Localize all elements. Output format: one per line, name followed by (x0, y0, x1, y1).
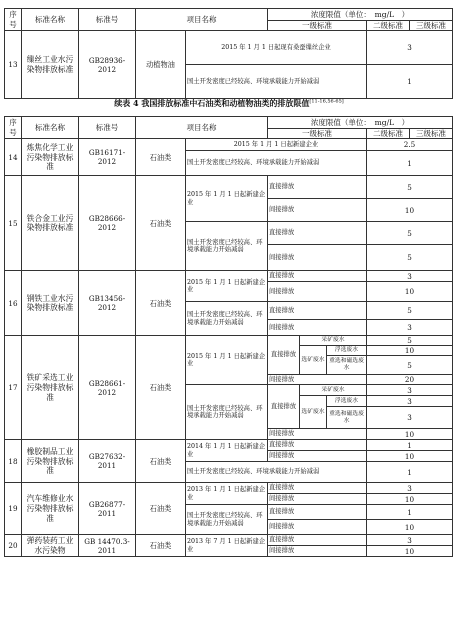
value-cell: 1 (367, 462, 453, 483)
wastewater-subtype-cell: 重选和磁选废水 (327, 356, 367, 375)
condition-cell: 国土开发密度已经较高、环境承载能力开始减弱 (186, 222, 268, 271)
std-no-cell: GB28936-2012 (79, 31, 136, 99)
std-no-cell: GB28666-2012 (79, 176, 136, 271)
std-name-cell: 铁合金工业污染物排放标准 (22, 176, 79, 271)
item-cell: 石油类 (136, 139, 186, 176)
discharge-type-cell: 间接排放 (268, 282, 367, 302)
value-cell: 3 (367, 535, 453, 546)
discharge-type-cell: 直接排放 (268, 271, 367, 282)
discharge-type-cell: 直接排放 (268, 440, 367, 451)
header-grade3: 三级标准 (410, 129, 453, 139)
value-cell: 10 (367, 346, 453, 356)
std-name-cell: 弹药装药工业水污染物 (22, 535, 79, 557)
header-seq: 序号 (5, 9, 22, 31)
value-cell: 3 (367, 385, 453, 396)
discharge-type-cell: 间接排放 (268, 320, 367, 336)
discharge-type-cell: 直接排放 (268, 302, 367, 320)
seq-cell: 17 (5, 336, 22, 440)
discharge-type-cell: 直接排放 (268, 535, 367, 546)
value-cell: 3 (367, 396, 453, 407)
condition-cell: 2013 年 1 月 1 日起新建企业 (186, 483, 268, 505)
seq-cell: 16 (5, 271, 22, 336)
header-std-name: 标准名称 (22, 9, 79, 31)
header-grade2: 二级标准 (367, 129, 410, 139)
condition-cell: 国土开发密度已经较高、环境承载能力开始减弱 (186, 385, 268, 440)
item-cell: 石油类 (136, 336, 186, 440)
table-caption: 续表 4 我国排放标准中石油类和动植物油类的排放限值[11-16,56-65] (114, 98, 344, 108)
seq-cell: 18 (5, 440, 22, 483)
std-no-cell: GB28661-2012 (79, 336, 136, 440)
discharge-type-cell: 间接排放 (268, 199, 367, 222)
value-cell: 3 (367, 407, 453, 429)
seq-cell: 14 (5, 139, 22, 176)
value-cell: 2.5 (367, 139, 453, 151)
value-cell: 1 (367, 151, 453, 176)
item-cell: 石油类 (136, 440, 186, 483)
value-cell: 5 (367, 245, 453, 271)
wastewater-type-cell: 采矿废水 (300, 385, 367, 396)
condition-cell: 2015 年 1 月 1 日起新建企业 (186, 271, 268, 302)
value-cell: 3 (367, 483, 453, 494)
condition-cell: 国土开发密度已经较高、环境承载能力开始减弱 (186, 151, 367, 176)
header-grade1: 一级标准 (268, 129, 367, 139)
wastewater-subtype-cell: 浮选废水 (327, 396, 367, 407)
value-cell: 3 (367, 31, 453, 65)
std-no-cell: GB27632-2011 (79, 440, 136, 483)
condition-cell: 2013 年 7 月 1 日起新建企业 (186, 535, 268, 557)
discharge-type-cell: 间接排放 (268, 546, 367, 557)
caption-reference: [11-16,56-65] (309, 98, 344, 105)
discharge-type-cell: 间接排放 (268, 245, 367, 271)
header-std-no: 标准号 (79, 9, 136, 31)
value-cell: 10 (367, 199, 453, 222)
discharge-type-cell: 直接排放 (268, 222, 367, 245)
discharge-type-cell: 直接排放 (268, 336, 300, 375)
value-cell: 10 (367, 282, 453, 302)
value-cell: 1 (367, 440, 453, 451)
value-cell: 10 (367, 494, 453, 505)
wastewater-type-cell: 选矿废水 (300, 346, 327, 375)
std-name-cell: 汽车维修业水污染物排放标准 (22, 483, 79, 535)
discharge-type-cell: 直接排放 (268, 505, 367, 520)
std-no-cell: GB26877-2011 (79, 483, 136, 535)
condition-cell: 2015 年 1 月 1 日起新建企业 (186, 336, 268, 385)
condition-cell: 国土开发密度已经较高、环境承载能力开始减弱 (186, 302, 268, 336)
std-name-cell: 炼焦化学工业污染物排放标准 (22, 139, 79, 176)
condition-cell: 2015 年 1 月 1 日起新建企业 (186, 139, 367, 151)
wastewater-type-cell: 采矿废水 (300, 336, 367, 346)
condition-cell: 国土开发密度已经较高、环境承载能力开始减弱 (186, 65, 367, 99)
item-cell: 石油类 (136, 271, 186, 336)
value-cell: 10 (367, 520, 453, 535)
value-cell: 10 (367, 451, 453, 462)
value-cell: 3 (367, 271, 453, 282)
discharge-type-cell: 间接排放 (268, 494, 367, 505)
table-oil-limits (4, 116, 453, 557)
value-cell: 1 (367, 505, 453, 520)
seq-cell: 13 (5, 31, 22, 99)
header-grade1: 一级标准 (268, 21, 367, 31)
discharge-type-cell: 间接排放 (268, 429, 367, 440)
wastewater-subtype-cell: 重选和磁选废水 (327, 407, 367, 429)
header-std-no: 标准号 (79, 117, 136, 139)
std-name-cell: 钢铁工业水污染物排放标准 (22, 271, 79, 336)
value-cell: 10 (367, 546, 453, 557)
std-name-cell: 橡胶制品工业污染物排放标准 (22, 440, 79, 483)
condition-cell: 2014 年 1 月 1 日起新建企业 (186, 440, 268, 462)
value-cell: 5 (367, 176, 453, 199)
item-cell: 石油类 (136, 483, 186, 535)
condition-cell: 2015 年 1 月 1 日起新建企业 (186, 176, 268, 222)
std-no-cell: GB 14470.3-2011 (79, 535, 136, 557)
value-cell: 3 (367, 320, 453, 336)
discharge-type-cell: 直接排放 (268, 385, 300, 429)
value-cell: 5 (367, 356, 453, 375)
value-cell: 1 (367, 65, 453, 99)
seq-cell: 19 (5, 483, 22, 535)
condition-cell: 2015 年 1 月 1 日起现有桑蚕缫丝企业 (186, 31, 367, 65)
seq-cell: 15 (5, 176, 22, 271)
wastewater-type-cell: 选矿废水 (300, 396, 327, 429)
header-item: 项目名称 (136, 117, 268, 139)
value-cell: 20 (367, 375, 453, 385)
value-cell: 5 (367, 336, 453, 346)
header-grade3: 三级标准 (410, 21, 453, 31)
condition-cell: 国土开发密度已经较高、环境承载能力开始减弱 (186, 505, 268, 535)
std-no-cell: GB16171-2012 (79, 139, 136, 176)
header-limit: 浓度限值（单位： mg/L ） (268, 9, 453, 21)
header-item: 项目名称 (136, 9, 268, 31)
header-seq: 序号 (5, 117, 22, 139)
discharge-type-cell: 间接排放 (268, 520, 367, 535)
wastewater-subtype-cell: 浮选废水 (327, 346, 367, 356)
table-continued-top (4, 8, 453, 99)
std-name-cell: 缫丝工业水污染物排放标准 (22, 31, 79, 99)
header-limit: 浓度限值（单位： mg/L ） (268, 117, 453, 129)
item-cell: 石油类 (136, 535, 186, 557)
std-no-cell: GB13456-2012 (79, 271, 136, 336)
item-cell: 石油类 (136, 176, 186, 271)
header-grade2: 二级标准 (367, 21, 410, 31)
header-std-name: 标准名称 (22, 117, 79, 139)
discharge-type-cell: 直接排放 (268, 483, 367, 494)
seq-cell: 20 (5, 535, 22, 557)
std-name-cell: 铁矿采选工业污染物排放标准 (22, 336, 79, 440)
value-cell: 5 (367, 302, 453, 320)
discharge-type-cell: 间接排放 (268, 375, 367, 385)
discharge-type-cell: 直接排放 (268, 176, 367, 199)
condition-cell: 国土开发密度已经较高、环境承载能力开始减弱 (186, 462, 367, 483)
item-cell: 动植物油 (136, 31, 186, 99)
value-cell: 5 (367, 222, 453, 245)
discharge-type-cell: 间接排放 (268, 451, 367, 462)
value-cell: 10 (367, 429, 453, 440)
